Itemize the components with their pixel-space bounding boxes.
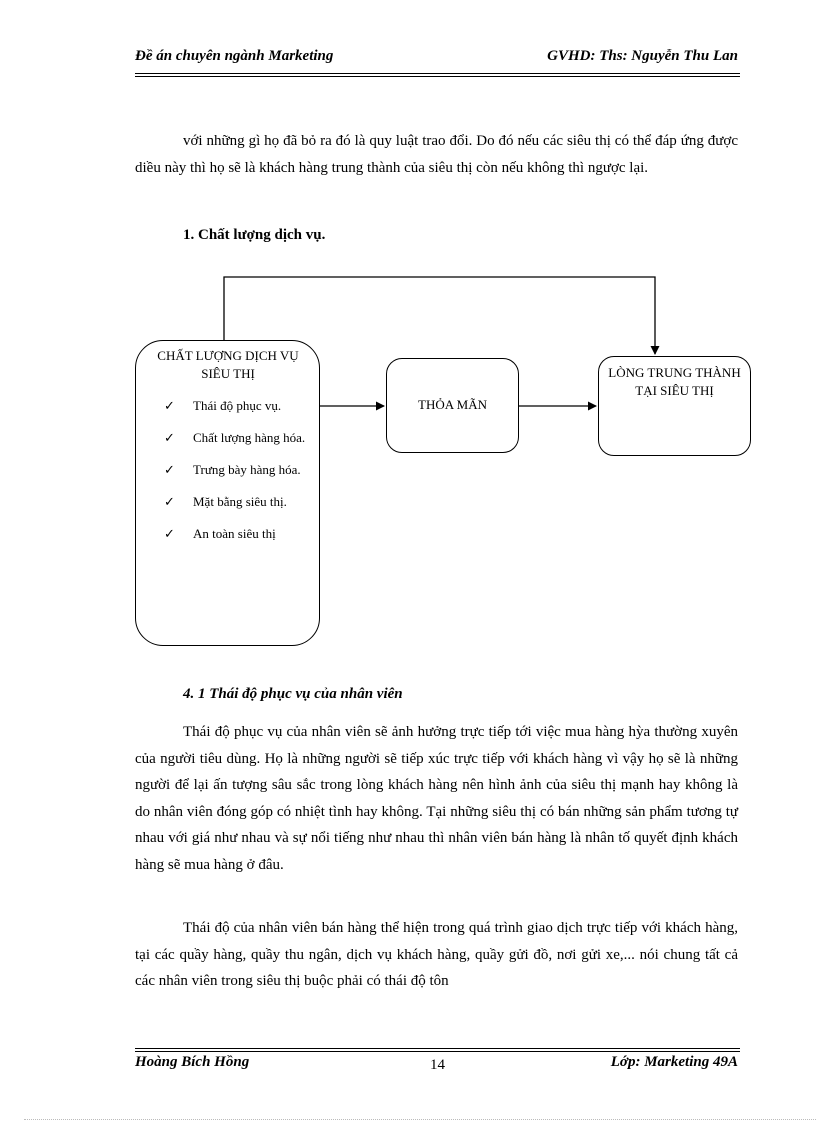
list-item: ✓ Chất lượng hàng hóa.	[164, 430, 306, 445]
check-icon: ✓	[164, 494, 175, 509]
subsection-heading: 4. 1 Thái độ phục vụ của nhân viên	[183, 686, 403, 702]
list-item: ✓ Mặt bằng siêu thị.	[164, 494, 287, 509]
service-quality-box	[135, 340, 320, 646]
check-icon: ✓	[164, 526, 175, 541]
footer-rule-double	[135, 1051, 740, 1052]
footer-class: Lớp: Marketing 49A	[610, 1054, 738, 1070]
check-icon: ✓	[164, 398, 175, 413]
satisfaction-title: THỎA MÃN	[418, 397, 487, 412]
list-item: ✓ Thái độ phục vụ.	[164, 398, 282, 413]
loyalty-box	[598, 356, 751, 456]
service-quality-title: CHẤT LƯỢNG DỊCH VỤ SIÊU THỊ	[157, 348, 299, 381]
header-supervisor: GVHD: Ths: Nguyễn Thu Lan	[547, 48, 738, 64]
intro-paragraph: với những gì họ đã bỏ ra đó là quy luật trao đổi. Do đó nếu các siêu thị có thể đáp ứng được diều này thì họ sẽ là khách hàng trung thành của siêu thị còn nếu không thì ngược lại.	[135, 133, 738, 176]
footer-rule	[135, 1048, 740, 1049]
section-heading: 1. Chất lượng dịch vụ.	[183, 227, 326, 243]
service-quality-list	[164, 397, 314, 557]
page-edge-divider	[24, 1119, 816, 1120]
page-number: 14	[430, 1057, 445, 1073]
paragraph-staff-behaviour: Thái độ của nhân viên bán hàng thể hiện trong quá trình giao dịch trực tiếp với khách hàng, tại các quầy hàng, quầy thu ngân, dịch vụ khách hàng, quầy gửi đồ, nơi gửi xe,... nói chung tất cả các nhân viên trong siêu thị buộc phải có thái độ tôn	[135, 920, 738, 989]
list-item: ✓ Trưng bày hàng hóa.	[164, 462, 301, 477]
list-item: ✓ An toàn siêu thị	[164, 526, 276, 541]
satisfaction-box	[386, 358, 519, 453]
check-icon: ✓	[164, 430, 175, 445]
check-icon: ✓	[164, 462, 175, 477]
footer-author: Hoàng Bích Hồng	[135, 1054, 250, 1070]
loyalty-title: LÒNG TRUNG THÀNH TẠI SIÊU THỊ	[608, 365, 741, 398]
header-course-title: Đề án chuyên ngành Marketing	[135, 48, 334, 64]
paragraph-staff-attitude: Thái độ phục vụ của nhân viên sẽ ảnh hưởng trực tiếp tới việc mua hàng hỳa thường xuyên của người tiêu dùng. Họ là những người sẽ tiếp xúc trực tiếp với khách hàng vì vậy họ sẽ là những người để lại ấn tượng sâu sắc trong lòng khách hàng nên hình ảnh của siêu thị mạnh hay không là do nhân viên đóng góp có nhiệt tình hay không. Tại những siêu thị có bán những sản phẩm tương tự nhau với giá như nhau và sự nổi tiếng như nhau thì nhân viên bán hàng là nhân tố quyết định khách hàng sẽ mua hàng ở đâu.	[135, 724, 738, 873]
